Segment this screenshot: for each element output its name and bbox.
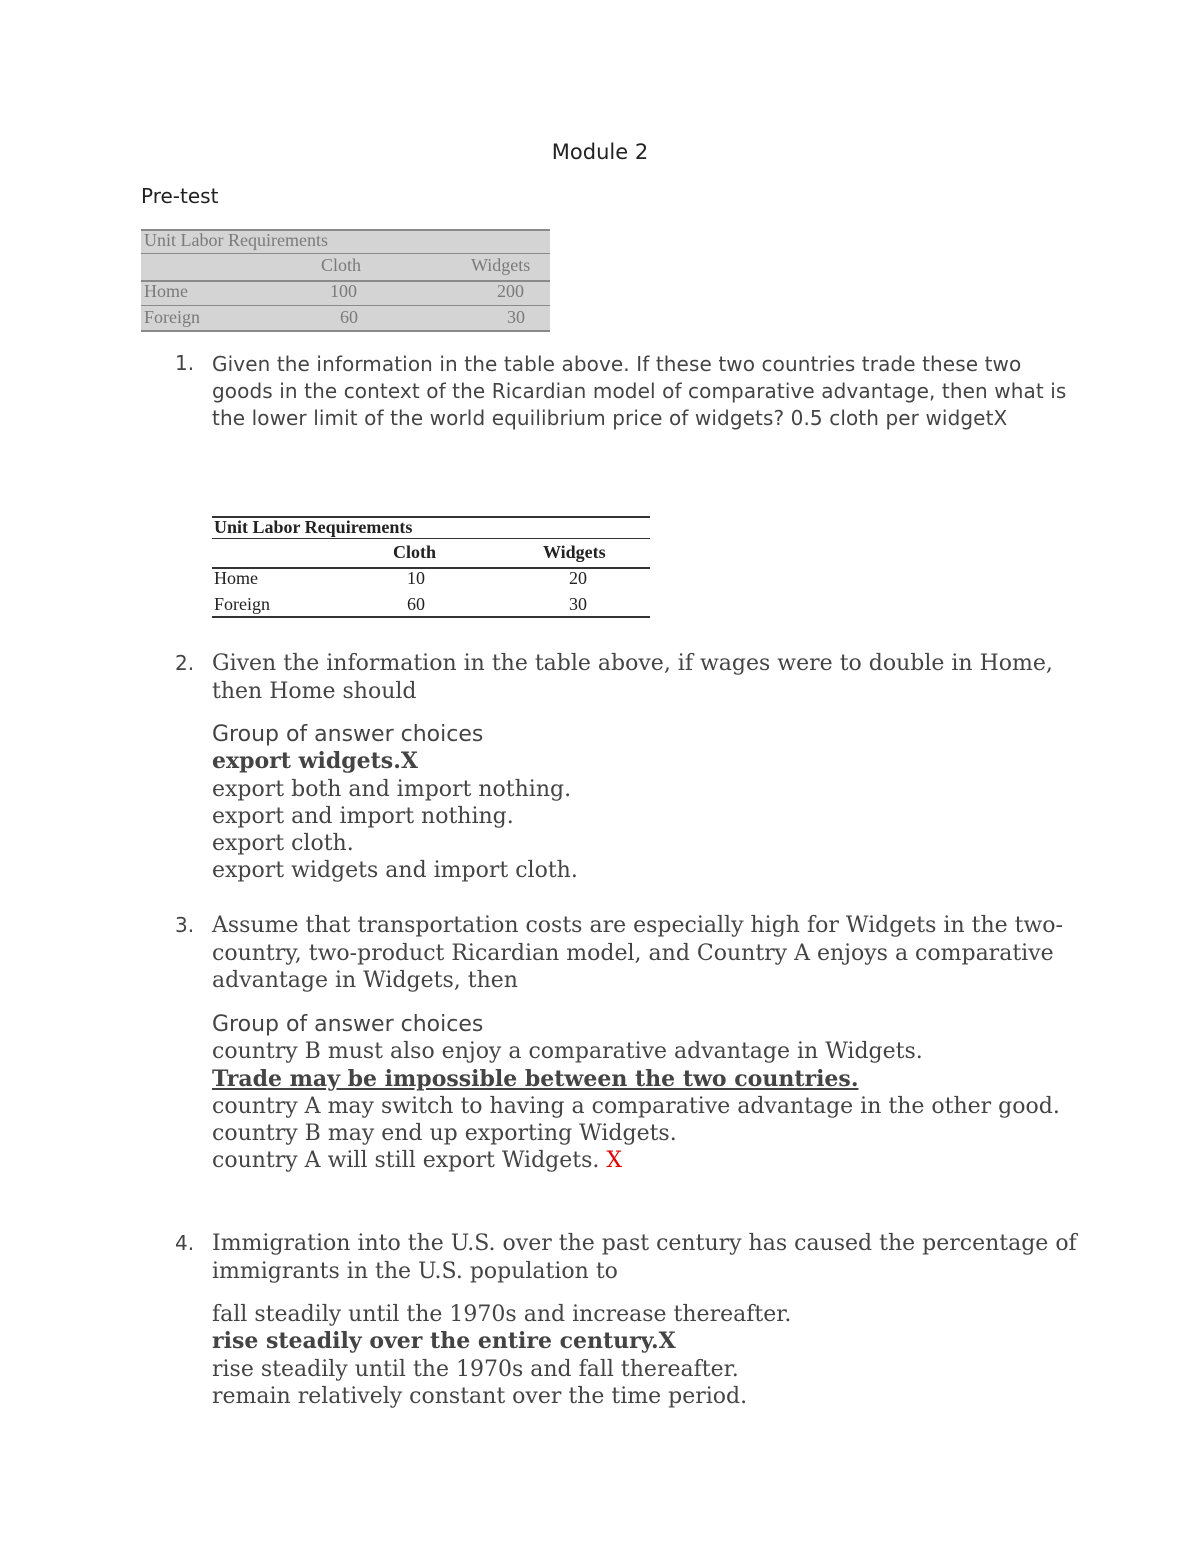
group-caption: Group of answer choices (212, 722, 484, 747)
row-label: Foreign (144, 307, 200, 327)
question-4-choices (212, 1301, 1082, 1410)
question-number: 2. (175, 651, 195, 675)
table-cell: 10 (407, 568, 425, 588)
table-caption: Unit Labor Requirements (144, 230, 328, 250)
answer-choice: rise steadily until the 1970s and fall thereafter. (212, 1356, 739, 1382)
labor-table-1 (141, 229, 550, 332)
question-3-text: Assume that transportation costs are especially high for Widgets in the two-country, two-product Ricardian model, and Country A enjoys a comparative advantage in Widgets, then (212, 913, 1063, 993)
table-cell: 60 (407, 594, 425, 614)
row-label: Home (214, 568, 258, 588)
question-number: 3. (175, 913, 195, 937)
answer-choice: export widgets and import cloth. (212, 858, 578, 884)
question-2-choices (212, 721, 1082, 885)
answer-choice: export and import nothing. (212, 803, 514, 829)
column-header-widgets: Widgets (543, 542, 606, 562)
answer-choice: country B must also enjoy a comparative advantage in Widgets. (212, 1039, 923, 1065)
answer-choice: remain relatively constant over the time period. (212, 1383, 748, 1409)
table-cell: 30 (569, 594, 587, 614)
answer-choice: country A may switch to having a comparative advantage in the other good. (212, 1093, 1060, 1119)
question-number: 1. (175, 351, 195, 375)
page-title: Module 2 (551, 140, 649, 164)
column-header-widgets: Widgets (471, 255, 531, 275)
row-label: Home (144, 281, 188, 301)
answer-choice: export cloth. (212, 831, 354, 857)
table-cell: 20 (569, 568, 587, 588)
column-header-cloth: Cloth (393, 542, 437, 562)
question-1-text: Given the information in the table above. If these two countries trade these two goods in the context of the Ricardian model of comparative advantage, then what is the lower limit of the world equilibrium price of widgets? 0.5 cloth per widgetX (212, 352, 1067, 430)
question-2-text: Given the information in the table above, if wages were to double in Home, then Home should (212, 651, 1053, 704)
answer-choice: export both and import nothing. (212, 776, 572, 802)
wrong-mark: X (606, 1148, 623, 1174)
question-number: 4. (175, 1231, 195, 1255)
question-4-text: Immigration into the U.S. over the past century has caused the percentage of immigrants in the U.S. population to (212, 1231, 1077, 1284)
answer-choice: Trade may be impossible between the two countries. (212, 1065, 859, 1092)
answer-choice: fall steadily until the 1970s and increase thereafter. (212, 1302, 792, 1327)
answer-choice: country B may end up exporting Widgets. (212, 1121, 677, 1147)
table-cell: 100 (330, 281, 357, 301)
answer-choice-text: country A will still export Widgets. (212, 1148, 600, 1174)
table-cell: 30 (507, 307, 525, 327)
row-label: Foreign (214, 594, 270, 614)
question-3-choices (212, 1011, 1082, 1175)
group-caption: Group of answer choices (212, 1012, 484, 1037)
column-header-cloth: Cloth (321, 255, 362, 275)
table-caption: Unit Labor Requirements (214, 517, 413, 537)
table-cell: 200 (497, 281, 524, 301)
answer-choice (212, 1147, 1082, 1174)
answer-choice: rise steadily over the entire century.X (212, 1328, 676, 1355)
answer-choice: export widgets.X (212, 748, 418, 775)
labor-table-2 (212, 516, 650, 619)
table-cell: 60 (340, 307, 358, 327)
page-subtitle: Pre-test (141, 184, 219, 208)
